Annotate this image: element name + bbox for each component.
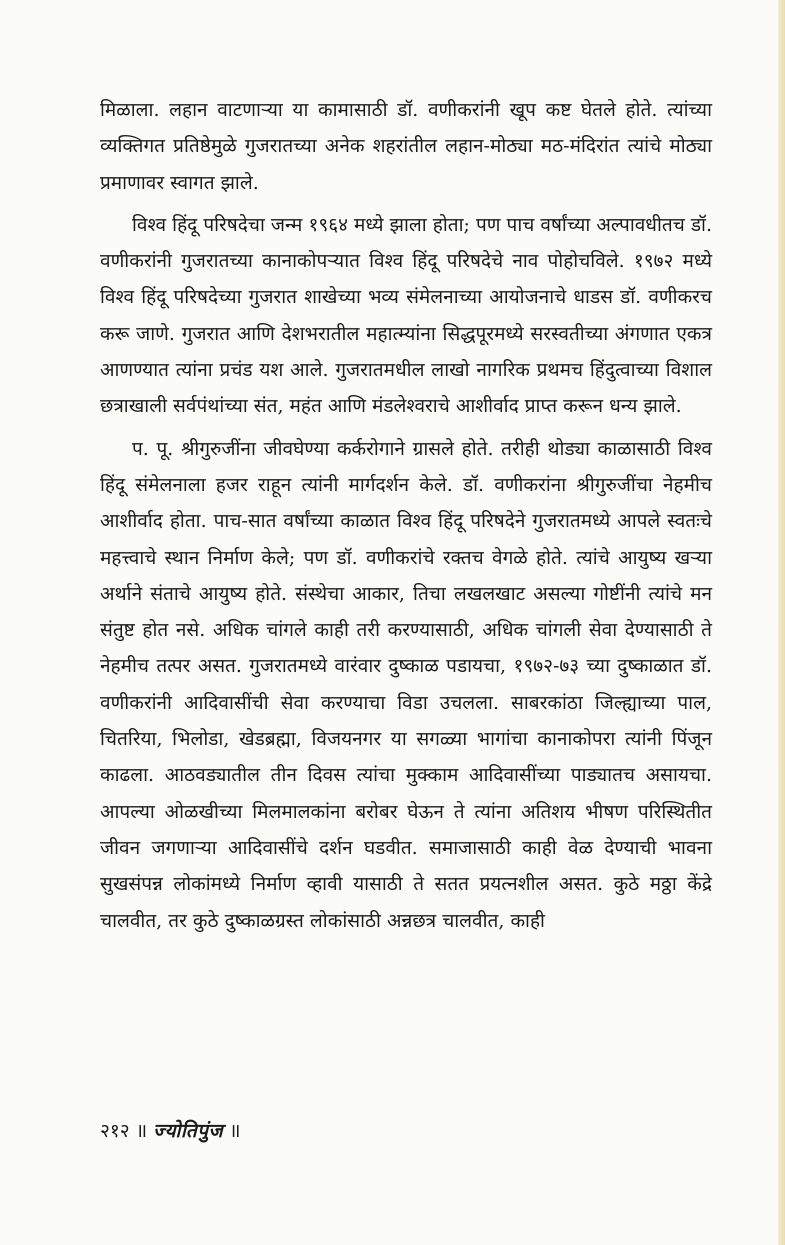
book-title: ज्योतिपुंज <box>153 1120 224 1142</box>
page-body <box>100 92 712 939</box>
page-edge <box>778 0 785 1245</box>
paragraph-2: विश्व हिंदू परिषदेचा जन्म १९६४ मध्ये झाला होता; पण पाच वर्षांच्या अल्पावधीतच डॉ. वणीकरांनी गुजरातच्या कानाकोपऱ्यात विश्व हिंदू परिषदेचे नाव पोहोचविले. १९७२ मध्ये विश्व हिंदू परिषदेच्या गुजरात शाखेच्या भव्य संमेलनाच्या आयोजनाचे धाडस डॉ. वणीकरच करू जाणे. गुजरात आणि देशभरातील महात्म्यांना सिद्धपूरमध्ये सरस्वतीच्या अंगणात एकत्र आणण्यात त्यांना प्रचंड यश आले. गुजरातमधील लाखो नागरिक प्रथमच हिंदुत्वाच्या विशाल छत्राखाली सर्वपंथांच्या संत, महंत आणि मंडलेश्वराचे आशीर्वाद प्राप्त करून धन्य झाले. <box>100 213 712 418</box>
footer-separator-left: ॥ <box>135 1120 148 1142</box>
paragraph-3: प. पू. श्रीगुरुजींना जीवघेण्या कर्करोगाने ग्रासले होते. तरीही थोड्या काळासाठी विश्व हिंदू संमेलनाला हजर राहून त्यांनी मार्गदर्शन केले. डॉ. वणीकरांना श्रीगुरुजींचा नेहमीच आशीर्वाद होता. पाच-सात वर्षांच्या काळात विश्व हिंदू परिषदेने गुजरातमध्ये आपले स्वतःचे महत्त्वाचे स्थान निर्माण केले; पण डॉ. वणीकरांचे रक्तच वेगळे होते. त्यांचे आयुष्य खऱ्या अर्थाने संताचे आयुष्य होते. संस्थेचा आकार, तिचा लखलखाट असल्या गोष्टींनी त्यांचे मन संतुष्ट होत नसे. अधिक चांगले काही तरी करण्यासाठी, अधिक चांगली सेवा देण्यासाठी ते नेहमीच तत्पर असत. गुजरातमध्ये वारंवार दुष्काळ पडायचा, १९७२-७३ च्या दुष्काळात डॉ. वणीकरांनी आदिवासींची सेवा करण्याचा विडा उचलला. साबरकांठा जिल्ह्याच्या पाल, चितरिया, भिलोडा, खेडब्रह्मा, विजयनगर या सगळ्या भागांचा कानाकोपरा त्यांनी पिंजून काढला. आठवड्यातील तीन दिवस त्यांचा मुक्काम आदिवासींच्या पाड्यातच असायचा. आपल्या ओळखीच्या मिलमालकांना बरोबर घेऊन ते त्यांना अतिशय भीषण परिस्थितीत जीवन जगणाऱ्या आदिवासींचे दर्शन घडवीत. समाजासाठी काही वेळ देण्याची भावना सुखसंपन्न लोकांमध्ये निर्माण व्हावी यासाठी ते सतत प्रयत्नशील असत. कुठे मठ्ठा केंद्रे चालवीत, तर कुठे दुष्काळग्रस्त लोकांसाठी अन्नछत्र चालवीत, काही <box>100 437 712 932</box>
footer-separator-right: ॥ <box>229 1120 241 1142</box>
page-footer <box>100 1116 241 1146</box>
paragraph-1: मिळाला. लहान वाटणाऱ्या या कामासाठी डॉ. वणीकरांनी खूप कष्ट घेतले होते. त्यांच्या व्यक्तिगत प्रतिष्ठेमुळे गुजरातच्या अनेक शहरांतील लहान-मोठ्या मठ-मंदिरांत त्यांचे मोठ्या प्रमाणावर स्वागत झाले. <box>100 99 712 194</box>
page-number: २१२ <box>100 1120 130 1142</box>
